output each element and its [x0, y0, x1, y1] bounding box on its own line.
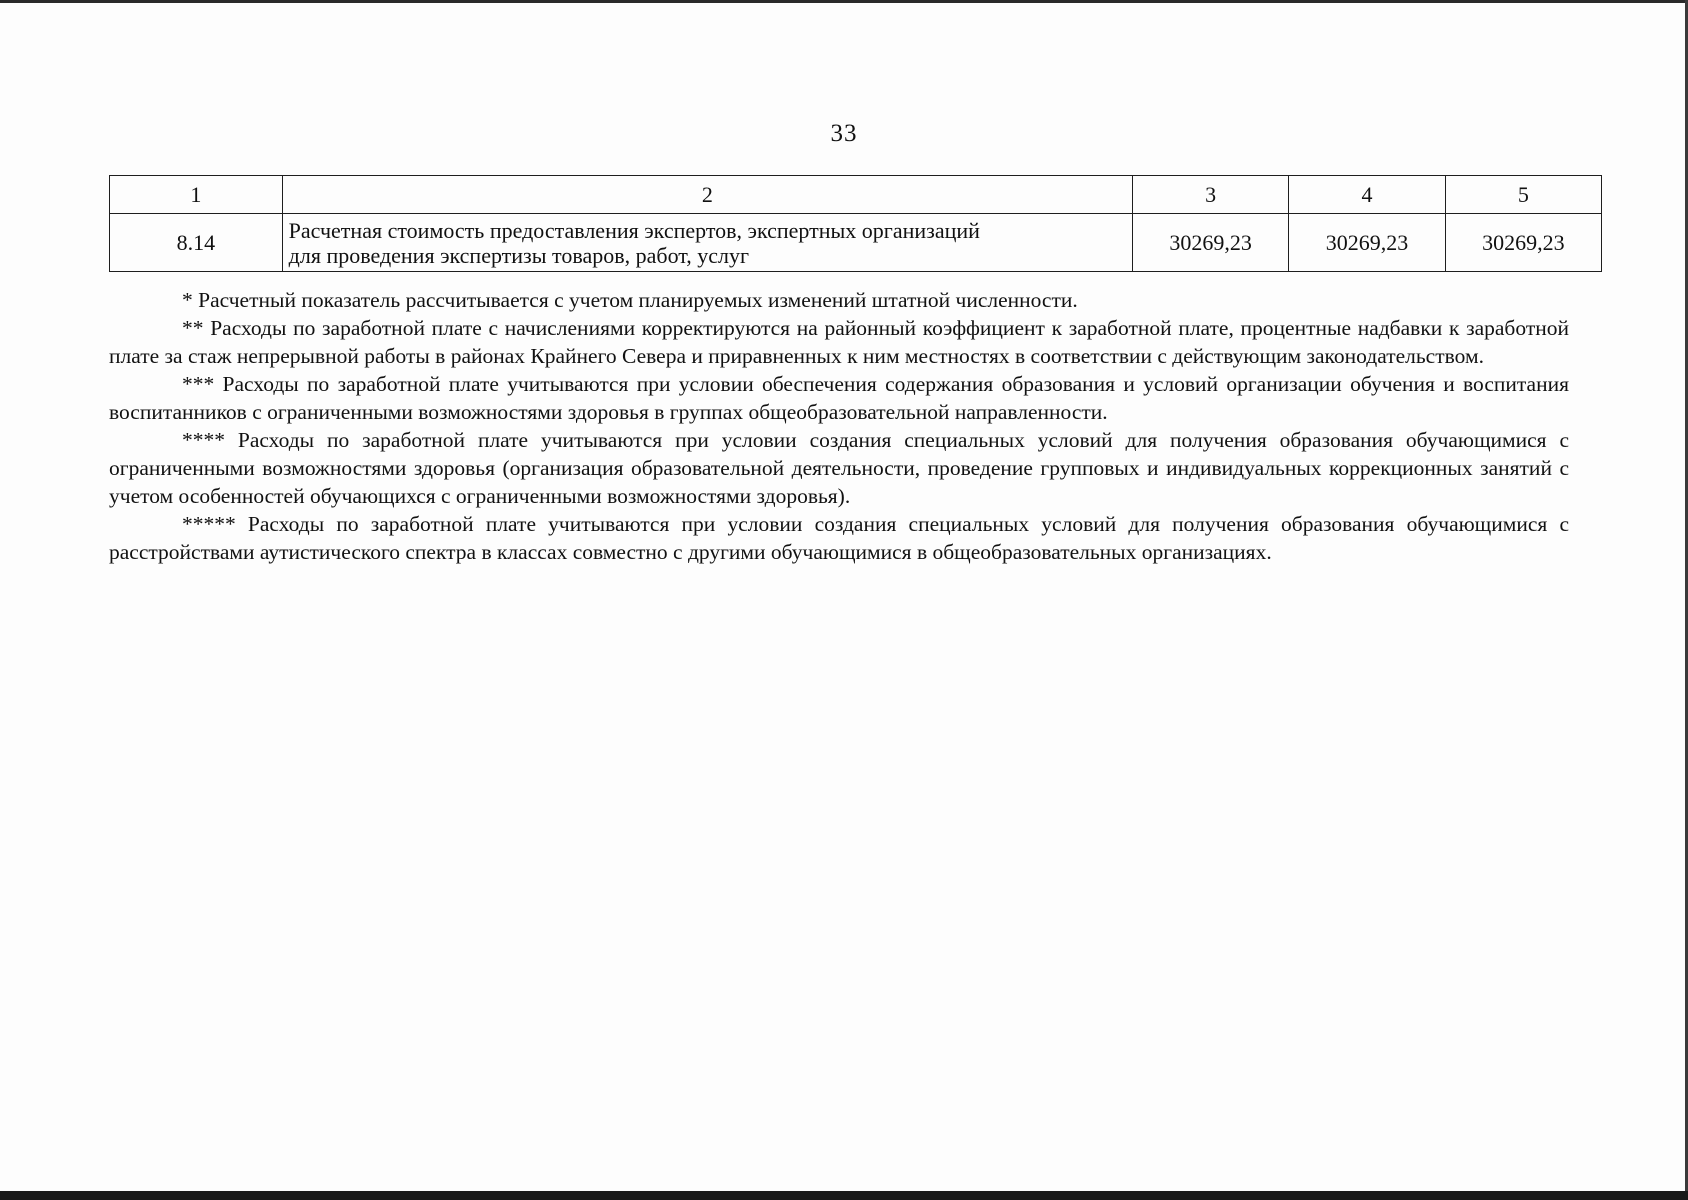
- row-description-line-1: Расчетная стоимость предоставления экспертов, экспертных организаций: [288, 217, 980, 243]
- scan-edge-top: [0, 0, 1688, 3]
- row-value-cell-5: 30269,23: [1445, 214, 1601, 272]
- footnote-3: *** Расходы по заработной плате учитываются при условии обеспечения содержания образования и условий организации обучения и воспитания воспитанников с ограниченными возможностями здоровья в группах общеобразовательной направленности.: [109, 372, 1569, 424]
- row-value-cell-4: 30269,23: [1289, 214, 1445, 272]
- table-row: [110, 214, 1602, 272]
- row-description-cell: [282, 214, 1132, 272]
- table-header-cell: 1: [110, 176, 283, 214]
- row-number-cell: 8.14: [110, 214, 283, 272]
- row-description-line-2: для проведения экспертизы товаров, работ, услуг: [288, 242, 750, 268]
- table-header-cell: 3: [1133, 176, 1289, 214]
- table-header-cell: 4: [1289, 176, 1445, 214]
- expense-table: [109, 175, 1602, 272]
- footnotes: [109, 286, 1569, 566]
- page-number: 33: [830, 120, 858, 147]
- scan-edge-bottom: [0, 1191, 1688, 1200]
- table-header-row: [110, 176, 1602, 214]
- footnote-4: **** Расходы по заработной плате учитываются при условии создания специальных условий для получения образования обучающимися с ограниченными возможностями здоровья (организация образовательной деятельности, проведение групповых и индивидуальных коррекционных занятий с учетом особенностей обучающихся с ограниченными возможностями здоровья).: [109, 428, 1569, 508]
- footnote-1: * Расчетный показатель рассчитывается с учетом планируемых изменений штатной численности.: [182, 288, 1078, 312]
- footnote-5: ***** Расходы по заработной плате учитываются при условии создания специальных условий для получения образования обучающимися с расстройствами аутистического спектра в классах совместно с другими обучающимися в общеобразовательных организациях.: [109, 512, 1569, 564]
- table-header-cell: 2: [282, 176, 1132, 214]
- footnote-2: ** Расходы по заработной плате с начислениями корректируются на районный коэффициент к заработной плате, процентные надбавки к заработной плате за стаж непрерывной работы в районах Крайнего Севера и приравненных к ним местностях в соответствии с действующим законодательством.: [109, 316, 1569, 368]
- row-value-cell-3: 30269,23: [1133, 214, 1289, 272]
- table-header-cell: 5: [1445, 176, 1601, 214]
